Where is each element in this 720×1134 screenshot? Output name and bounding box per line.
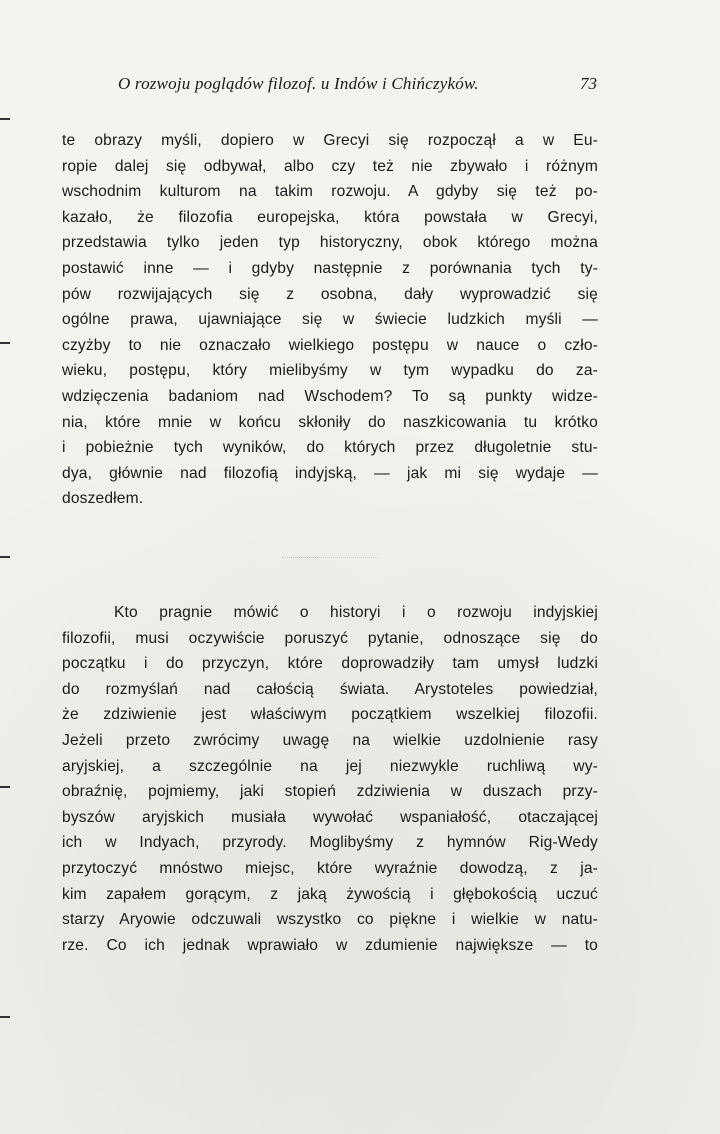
text-line: wdzięczenia badaniom nad Wschodem? To są punkty widze- [62, 387, 598, 405]
text-line: ropie dalej się odbywał, albo czy też nie zbywało i różnym [62, 157, 598, 175]
text-line: rze. Co ich jednak wprawiało w zdumienie największe — to [62, 936, 598, 954]
text-line: Jeżeli przeto zwrócimy uwagę na wielkie uzdolnienie rasy [62, 731, 598, 749]
paragraph-continued [62, 128, 598, 512]
text-line: starzy Aryowie odczuwali wszystko co piękne i wielkie w natu- [62, 911, 598, 929]
margin-mark [0, 556, 10, 558]
text-line: te obrazy myśli, dopiero w Grecyi się rozpoczął a w Eu- [62, 132, 598, 149]
text-line: ogólne prawa, ujawniające się w świecie ludzkich myśli — [62, 311, 598, 329]
text-line: pów rozwijających się z osobna, dały wyprowadzić się [62, 285, 598, 303]
text-line: aryjskiej, a szczególnie na jej niezwykle ruchliwą wy- [62, 757, 598, 775]
text-line: przedstawia tylko jeden typ historyczny, obok którego można [62, 234, 598, 252]
text-line: wieku, postępu, który mielibyśmy w tym wypadku do za- [62, 362, 598, 380]
text-line: kazało, że filozofia europejska, która powstała w Grecyi, [62, 208, 598, 226]
text-line-indented: Kto pragnie mówić o historyi i o rozwoju indyjskiej [114, 604, 598, 621]
text-line: kim zapałem gorącym, z jaką żywością i głębokością uczuć [62, 885, 598, 903]
text-line: początku i do przyczyn, które doprowadziły tam umysł ludzki [62, 655, 598, 673]
text-line: nia, które mnie w końcu skłoniły do naszkicowania tu krótko [62, 413, 598, 431]
text-line: przytoczyć mnóstwo miejsc, które wyraźnie dowodzą, z ja- [62, 859, 598, 877]
margin-mark [0, 118, 10, 120]
text-line: byszów aryjskich musiała wywołać wspaniałość, otaczającej [62, 808, 598, 826]
text-line: ich w Indyach, przyrody. Moglibyśmy z hymnów Rig-Wedy [62, 834, 598, 852]
paragraph [62, 600, 598, 958]
running-title: O rozwoju poglądów filozof. u Indów i Chińczyków. [118, 74, 479, 93]
text-line: i pobieżnie tych wyników, do których przez długoletnie stu- [62, 439, 598, 457]
running-head [0, 74, 720, 98]
margin-mark [0, 1016, 10, 1018]
text-line: filozofii, musi oczywiście poruszyć pytanie, odnoszące się do [62, 629, 598, 647]
text-line: wschodnim kulturom na takim rozwoju. A gdyby się też po- [62, 183, 598, 201]
margin-mark [0, 342, 10, 344]
text-line: czyżby to nie oznaczało wielkiego postępu w nauce o czło- [62, 336, 598, 354]
text-line: obraźnię, pojmiemy, jaki stopień zdziwienia w duszach przy- [62, 783, 598, 801]
text-line: do rozmyślań nad całością świata. Arystoteles powiedział, [62, 680, 598, 698]
text-line: postawić inne — i gdyby następnie z porównania tych ty- [62, 259, 598, 277]
text-line: dya, głównie nad filozofią indyjską, — jak mi się wydaje — [62, 464, 598, 482]
section-separator [282, 557, 378, 558]
page-number: 73 [580, 74, 597, 93]
text-line: doszedłem. [62, 490, 144, 508]
text-line: że zdziwienie jest właściwym początkiem wszelkiej filozofii. [62, 706, 598, 724]
margin-mark [0, 786, 10, 788]
